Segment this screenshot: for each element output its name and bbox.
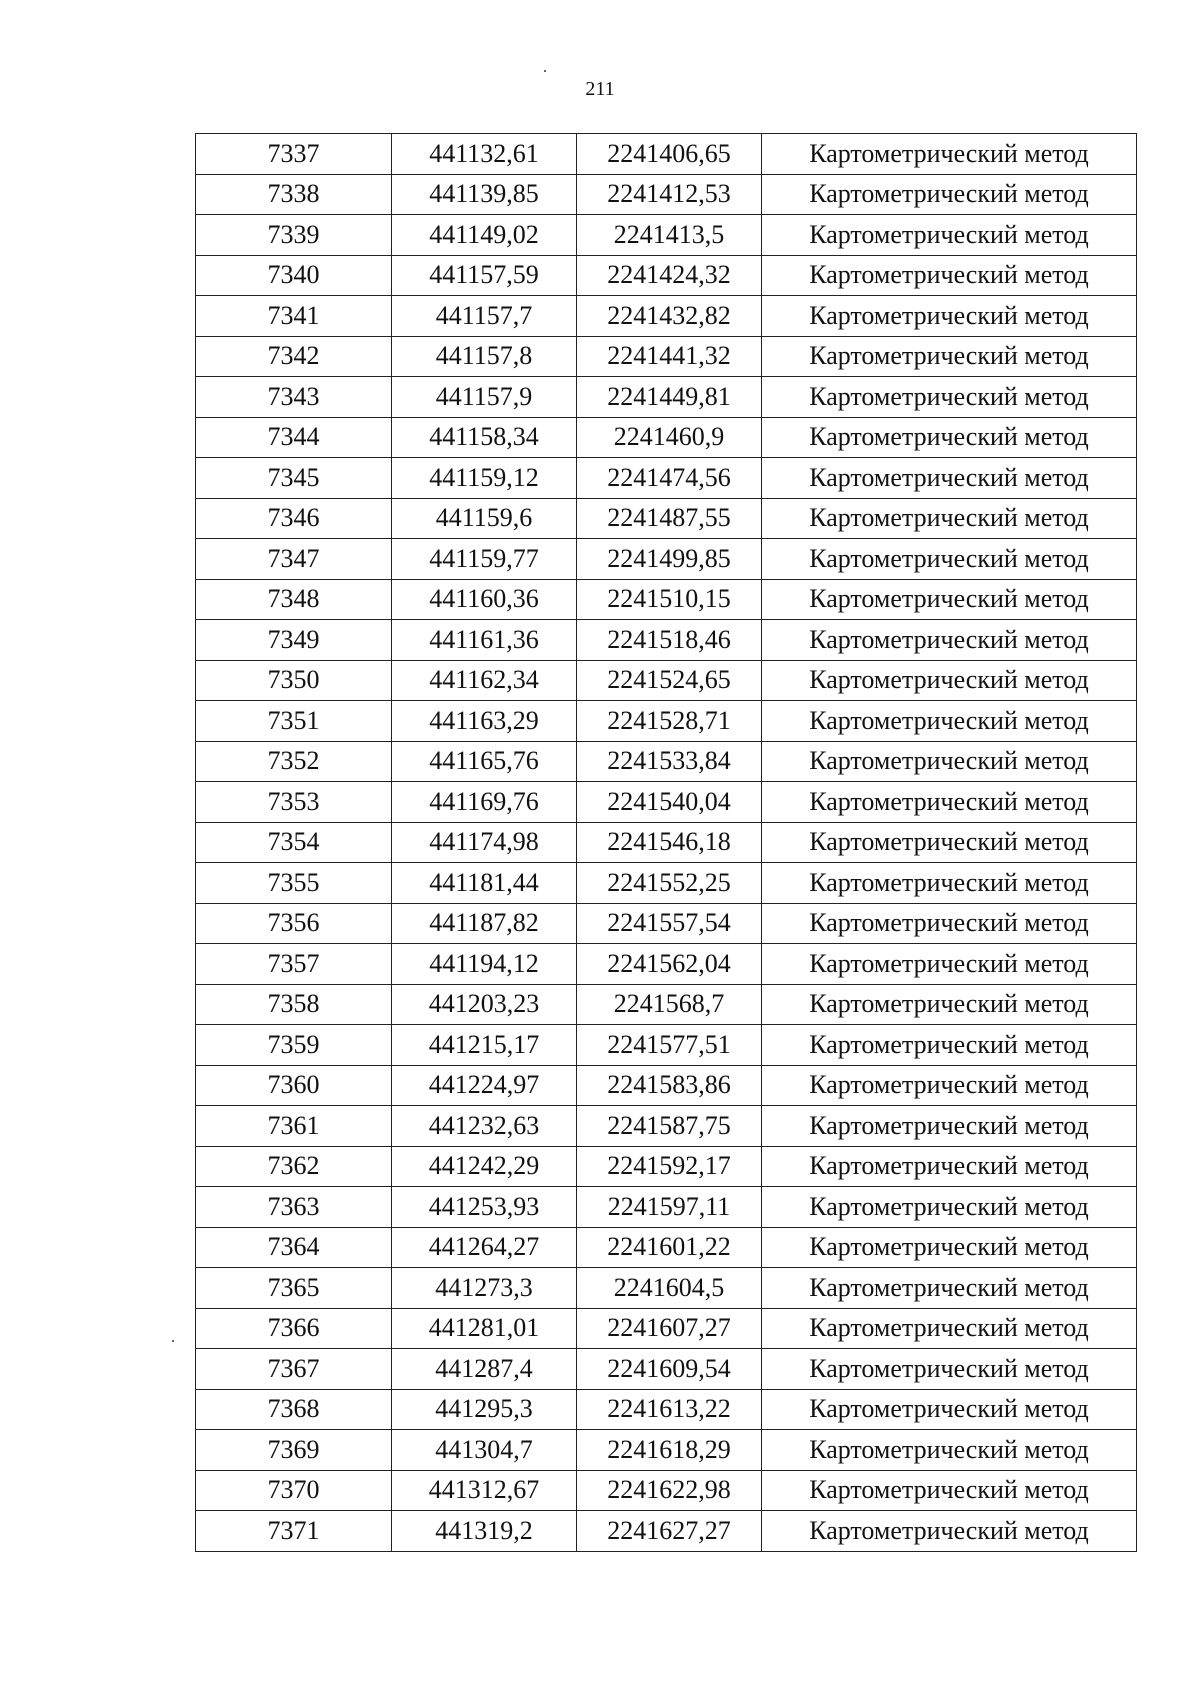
y-coordinate-cell: 2241577,51	[577, 1025, 762, 1066]
table-row	[196, 822, 1137, 863]
table-row	[196, 1389, 1137, 1430]
point-number-cell: 7358	[196, 984, 392, 1025]
x-coordinate-cell: 441181,44	[392, 863, 577, 904]
method-cell: Картометрический метод	[762, 417, 1137, 458]
method-cell: Картометрический метод	[762, 215, 1137, 256]
x-coordinate-cell: 441319,2	[392, 1511, 577, 1552]
x-coordinate-cell: 441139,85	[392, 174, 577, 215]
point-number-cell: 7367	[196, 1349, 392, 1390]
method-cell: Картометрический метод	[762, 701, 1137, 742]
point-number-cell: 7339	[196, 215, 392, 256]
table-row	[196, 255, 1137, 296]
point-number-cell: 7345	[196, 458, 392, 499]
x-coordinate-cell: 441187,82	[392, 903, 577, 944]
y-coordinate-cell: 2241597,11	[577, 1187, 762, 1228]
x-coordinate-cell: 441159,6	[392, 498, 577, 539]
table-row	[196, 944, 1137, 985]
y-coordinate-cell: 2241533,84	[577, 741, 762, 782]
x-coordinate-cell: 441281,01	[392, 1308, 577, 1349]
point-number-cell: 7351	[196, 701, 392, 742]
method-cell: Картометрический метод	[762, 620, 1137, 661]
point-number-cell: 7364	[196, 1227, 392, 1268]
table-row	[196, 1430, 1137, 1471]
table-row	[196, 377, 1137, 418]
point-number-cell: 7348	[196, 579, 392, 620]
table-row	[196, 701, 1137, 742]
x-coordinate-cell: 441160,36	[392, 579, 577, 620]
point-number-cell: 7344	[196, 417, 392, 458]
method-cell: Картометрический метод	[762, 255, 1137, 296]
method-cell: Картометрический метод	[762, 944, 1137, 985]
table-row	[196, 498, 1137, 539]
table-row	[196, 1268, 1137, 1309]
table-row	[196, 336, 1137, 377]
y-coordinate-cell: 2241552,25	[577, 863, 762, 904]
table-row	[196, 903, 1137, 944]
y-coordinate-cell: 2241607,27	[577, 1308, 762, 1349]
table-row	[196, 458, 1137, 499]
x-coordinate-cell: 441295,3	[392, 1389, 577, 1430]
y-coordinate-cell: 2241412,53	[577, 174, 762, 215]
method-cell: Картометрический метод	[762, 1146, 1137, 1187]
x-coordinate-cell: 441157,8	[392, 336, 577, 377]
point-number-cell: 7369	[196, 1430, 392, 1471]
x-coordinate-cell: 441304,7	[392, 1430, 577, 1471]
point-number-cell: 7349	[196, 620, 392, 661]
method-cell: Картометрический метод	[762, 741, 1137, 782]
point-number-cell: 7337	[196, 134, 392, 175]
y-coordinate-cell: 2241499,85	[577, 539, 762, 580]
table-row	[196, 174, 1137, 215]
y-coordinate-cell: 2241424,32	[577, 255, 762, 296]
y-coordinate-cell: 2241557,54	[577, 903, 762, 944]
x-coordinate-cell: 441157,9	[392, 377, 577, 418]
method-cell: Картометрический метод	[762, 296, 1137, 337]
y-coordinate-cell: 2241601,22	[577, 1227, 762, 1268]
y-coordinate-cell: 2241487,55	[577, 498, 762, 539]
table-row	[196, 1511, 1137, 1552]
table-row	[196, 1349, 1137, 1390]
y-coordinate-cell: 2241568,7	[577, 984, 762, 1025]
method-cell: Картометрический метод	[762, 1187, 1137, 1228]
coordinates-table-body	[196, 134, 1137, 1552]
point-number-cell: 7353	[196, 782, 392, 823]
method-cell: Картометрический метод	[762, 458, 1137, 499]
table-row	[196, 1025, 1137, 1066]
x-coordinate-cell: 441132,61	[392, 134, 577, 175]
y-coordinate-cell: 2241546,18	[577, 822, 762, 863]
point-number-cell: 7363	[196, 1187, 392, 1228]
x-coordinate-cell: 441149,02	[392, 215, 577, 256]
x-coordinate-cell: 441253,93	[392, 1187, 577, 1228]
point-number-cell: 7361	[196, 1106, 392, 1147]
y-coordinate-cell: 2241609,54	[577, 1349, 762, 1390]
coordinates-table	[195, 133, 1137, 1552]
point-number-cell: 7352	[196, 741, 392, 782]
x-coordinate-cell: 441232,63	[392, 1106, 577, 1147]
method-cell: Картометрический метод	[762, 1227, 1137, 1268]
table-row	[196, 579, 1137, 620]
method-cell: Картометрический метод	[762, 377, 1137, 418]
x-coordinate-cell: 441158,34	[392, 417, 577, 458]
point-number-cell: 7340	[196, 255, 392, 296]
x-coordinate-cell: 441264,27	[392, 1227, 577, 1268]
table-row	[196, 134, 1137, 175]
x-coordinate-cell: 441287,4	[392, 1349, 577, 1390]
y-coordinate-cell: 2241587,75	[577, 1106, 762, 1147]
method-cell: Картометрический метод	[762, 1308, 1137, 1349]
point-number-cell: 7366	[196, 1308, 392, 1349]
y-coordinate-cell: 2241540,04	[577, 782, 762, 823]
x-coordinate-cell: 441162,34	[392, 660, 577, 701]
table-row	[196, 1308, 1137, 1349]
method-cell: Картометрический метод	[762, 1268, 1137, 1309]
point-number-cell: 7338	[196, 174, 392, 215]
x-coordinate-cell: 441159,12	[392, 458, 577, 499]
x-coordinate-cell: 441312,67	[392, 1470, 577, 1511]
method-cell: Картометрический метод	[762, 1430, 1137, 1471]
method-cell: Картометрический метод	[762, 498, 1137, 539]
x-coordinate-cell: 441157,59	[392, 255, 577, 296]
y-coordinate-cell: 2241613,22	[577, 1389, 762, 1430]
method-cell: Картометрический метод	[762, 1389, 1137, 1430]
y-coordinate-cell: 2241618,29	[577, 1430, 762, 1471]
scan-speck	[172, 1340, 174, 1342]
table-row	[196, 215, 1137, 256]
point-number-cell: 7370	[196, 1470, 392, 1511]
y-coordinate-cell: 2241413,5	[577, 215, 762, 256]
x-coordinate-cell: 441161,36	[392, 620, 577, 661]
point-number-cell: 7359	[196, 1025, 392, 1066]
point-number-cell: 7365	[196, 1268, 392, 1309]
y-coordinate-cell: 2241528,71	[577, 701, 762, 742]
y-coordinate-cell: 2241474,56	[577, 458, 762, 499]
table-row	[196, 417, 1137, 458]
x-coordinate-cell: 441273,3	[392, 1268, 577, 1309]
y-coordinate-cell: 2241583,86	[577, 1065, 762, 1106]
x-coordinate-cell: 441174,98	[392, 822, 577, 863]
point-number-cell: 7368	[196, 1389, 392, 1430]
method-cell: Картометрический метод	[762, 1511, 1137, 1552]
table-row	[196, 782, 1137, 823]
x-coordinate-cell: 441157,7	[392, 296, 577, 337]
x-coordinate-cell: 441194,12	[392, 944, 577, 985]
y-coordinate-cell: 2241627,27	[577, 1511, 762, 1552]
table-row	[196, 1470, 1137, 1511]
table-row	[196, 1227, 1137, 1268]
y-coordinate-cell: 2241406,65	[577, 134, 762, 175]
point-number-cell: 7347	[196, 539, 392, 580]
table-row	[196, 1065, 1137, 1106]
x-coordinate-cell: 441165,76	[392, 741, 577, 782]
method-cell: Картометрический метод	[762, 1470, 1137, 1511]
x-coordinate-cell: 441169,76	[392, 782, 577, 823]
point-number-cell: 7341	[196, 296, 392, 337]
method-cell: Картометрический метод	[762, 782, 1137, 823]
point-number-cell: 7362	[196, 1146, 392, 1187]
method-cell: Картометрический метод	[762, 984, 1137, 1025]
table-row	[196, 539, 1137, 580]
method-cell: Картометрический метод	[762, 1065, 1137, 1106]
point-number-cell: 7355	[196, 863, 392, 904]
y-coordinate-cell: 2241622,98	[577, 1470, 762, 1511]
x-coordinate-cell: 441224,97	[392, 1065, 577, 1106]
method-cell: Картометрический метод	[762, 1025, 1137, 1066]
method-cell: Картометрический метод	[762, 1349, 1137, 1390]
method-cell: Картометрический метод	[762, 336, 1137, 377]
method-cell: Картометрический метод	[762, 174, 1137, 215]
table-row	[196, 741, 1137, 782]
point-number-cell: 7360	[196, 1065, 392, 1106]
scan-speck	[544, 70, 546, 72]
point-number-cell: 7371	[196, 1511, 392, 1552]
y-coordinate-cell: 2241460,9	[577, 417, 762, 458]
x-coordinate-cell: 441159,77	[392, 539, 577, 580]
table-row	[196, 296, 1137, 337]
table-row	[196, 863, 1137, 904]
method-cell: Картометрический метод	[762, 539, 1137, 580]
table-row	[196, 1146, 1137, 1187]
y-coordinate-cell: 2241604,5	[577, 1268, 762, 1309]
method-cell: Картометрический метод	[762, 660, 1137, 701]
x-coordinate-cell: 441203,23	[392, 984, 577, 1025]
method-cell: Картометрический метод	[762, 134, 1137, 175]
page-number: 211	[585, 78, 615, 100]
method-cell: Картометрический метод	[762, 579, 1137, 620]
table-row	[196, 660, 1137, 701]
table-row	[196, 1187, 1137, 1228]
table-row	[196, 984, 1137, 1025]
point-number-cell: 7343	[196, 377, 392, 418]
x-coordinate-cell: 441242,29	[392, 1146, 577, 1187]
y-coordinate-cell: 2241449,81	[577, 377, 762, 418]
point-number-cell: 7346	[196, 498, 392, 539]
point-number-cell: 7342	[196, 336, 392, 377]
y-coordinate-cell: 2241510,15	[577, 579, 762, 620]
y-coordinate-cell: 2241432,82	[577, 296, 762, 337]
x-coordinate-cell: 441215,17	[392, 1025, 577, 1066]
point-number-cell: 7350	[196, 660, 392, 701]
table-row	[196, 620, 1137, 661]
table-row	[196, 1106, 1137, 1147]
y-coordinate-cell: 2241592,17	[577, 1146, 762, 1187]
y-coordinate-cell: 2241524,65	[577, 660, 762, 701]
y-coordinate-cell: 2241562,04	[577, 944, 762, 985]
method-cell: Картометрический метод	[762, 1106, 1137, 1147]
method-cell: Картометрический метод	[762, 822, 1137, 863]
y-coordinate-cell: 2241441,32	[577, 336, 762, 377]
method-cell: Картометрический метод	[762, 863, 1137, 904]
y-coordinate-cell: 2241518,46	[577, 620, 762, 661]
point-number-cell: 7356	[196, 903, 392, 944]
point-number-cell: 7354	[196, 822, 392, 863]
x-coordinate-cell: 441163,29	[392, 701, 577, 742]
point-number-cell: 7357	[196, 944, 392, 985]
method-cell: Картометрический метод	[762, 903, 1137, 944]
